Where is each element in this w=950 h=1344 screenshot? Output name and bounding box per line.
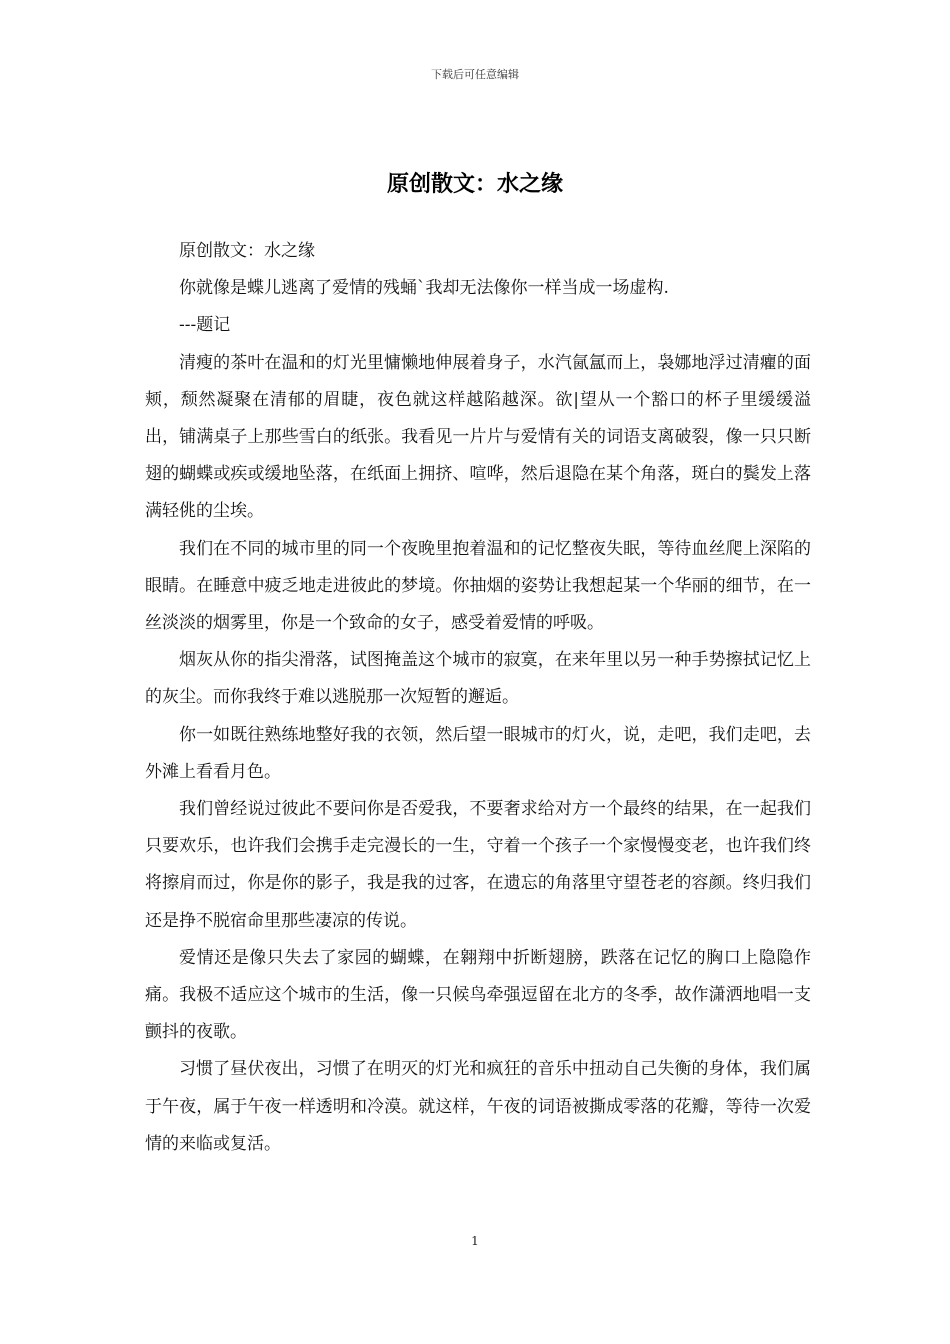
header-note: 下载后可任意编辑	[431, 68, 519, 81]
document-title: 原创散文：水之缘	[386, 171, 563, 197]
paragraph: 烟灰从你的指尖滑落，试图掩盖这个城市的寂寞，在来年里以另一种手势擦拭记忆上的灰尘。而你我终于难以逃脱那一次短暂的邂逅。	[145, 650, 811, 708]
paragraph: 我们曾经说过彼此不要问你是否爱我，不要奢求给对方一个最终的结果，在一起我们只要欢乐，也许我们会携手走完漫长的一生，守着一个孩子一个家慢慢变老，也许我们终将擦肩而过，你是你的影子，我是我的过客，在遗忘的角落里守望苍老的容颜。终归我们还是挣不脱宿命里那些凄凉的传说。	[145, 799, 811, 931]
page-number: 1	[471, 1234, 479, 1248]
paragraph: 原创散文：水之缘	[179, 241, 315, 261]
paragraph: 你就像是蝶儿逃离了爱情的残蛹`我却无法像你一样当成一场虚构.	[179, 278, 669, 299]
paragraph: 你一如既往熟练地整好我的衣领，然后望一眼城市的灯火，说，走吧，我们走吧，去外滩上看看月色。	[145, 724, 811, 782]
paragraph: 清瘦的茶叶在温和的灯光里慵懒地伸展着身子，水汽氤氲而上，袅娜地浮过清癯的面颊，颓然凝聚在清郁的眉睫，夜色就这样越陷越深。欲|望从一个豁口的杯子里缓缓溢出，铺满桌子上那些雪白的纸张。我看见一片片与爱情有关的词语支离破裂，像一只只断翅的蝴蝶或疾或缓地坠落，在纸面上拥挤、喧哗，然后退隐在某个角落，斑白的鬓发上落满轻佻的尘埃。	[145, 352, 811, 522]
paragraph: 我们在不同的城市里的同一个夜晚里抱着温和的记忆整夜失眠，等待血丝爬上深陷的眼睛。在睡意中疲乏地走进彼此的梦境。你抽烟的姿势让我想起某一个华丽的细节，在一丝淡淡的烟雾里，你是一个致命的女子，感受着爱情的呼吸。	[145, 538, 811, 634]
paragraph: 爱情还是像只失去了家园的蝴蝶，在翱翔中折断翅膀，跌落在记忆的胸口上隐隐作痛。我极不适应这个城市的生活，像一只候鸟牵强逗留在北方的冬季，故作潇洒地唱一支颤抖的夜歌。	[145, 947, 811, 1043]
paragraph: 习惯了昼伏夜出，习惯了在明灭的灯光和疯狂的音乐中扭动自己失衡的身体，我们属于午夜，属于午夜一样透明和冷漠。就这样，午夜的词语被撕成零落的花瓣，等待一次爱情的来临或复活。	[145, 1059, 811, 1154]
paragraph: ---题记	[179, 315, 231, 336]
document-body	[145, 233, 811, 1163]
